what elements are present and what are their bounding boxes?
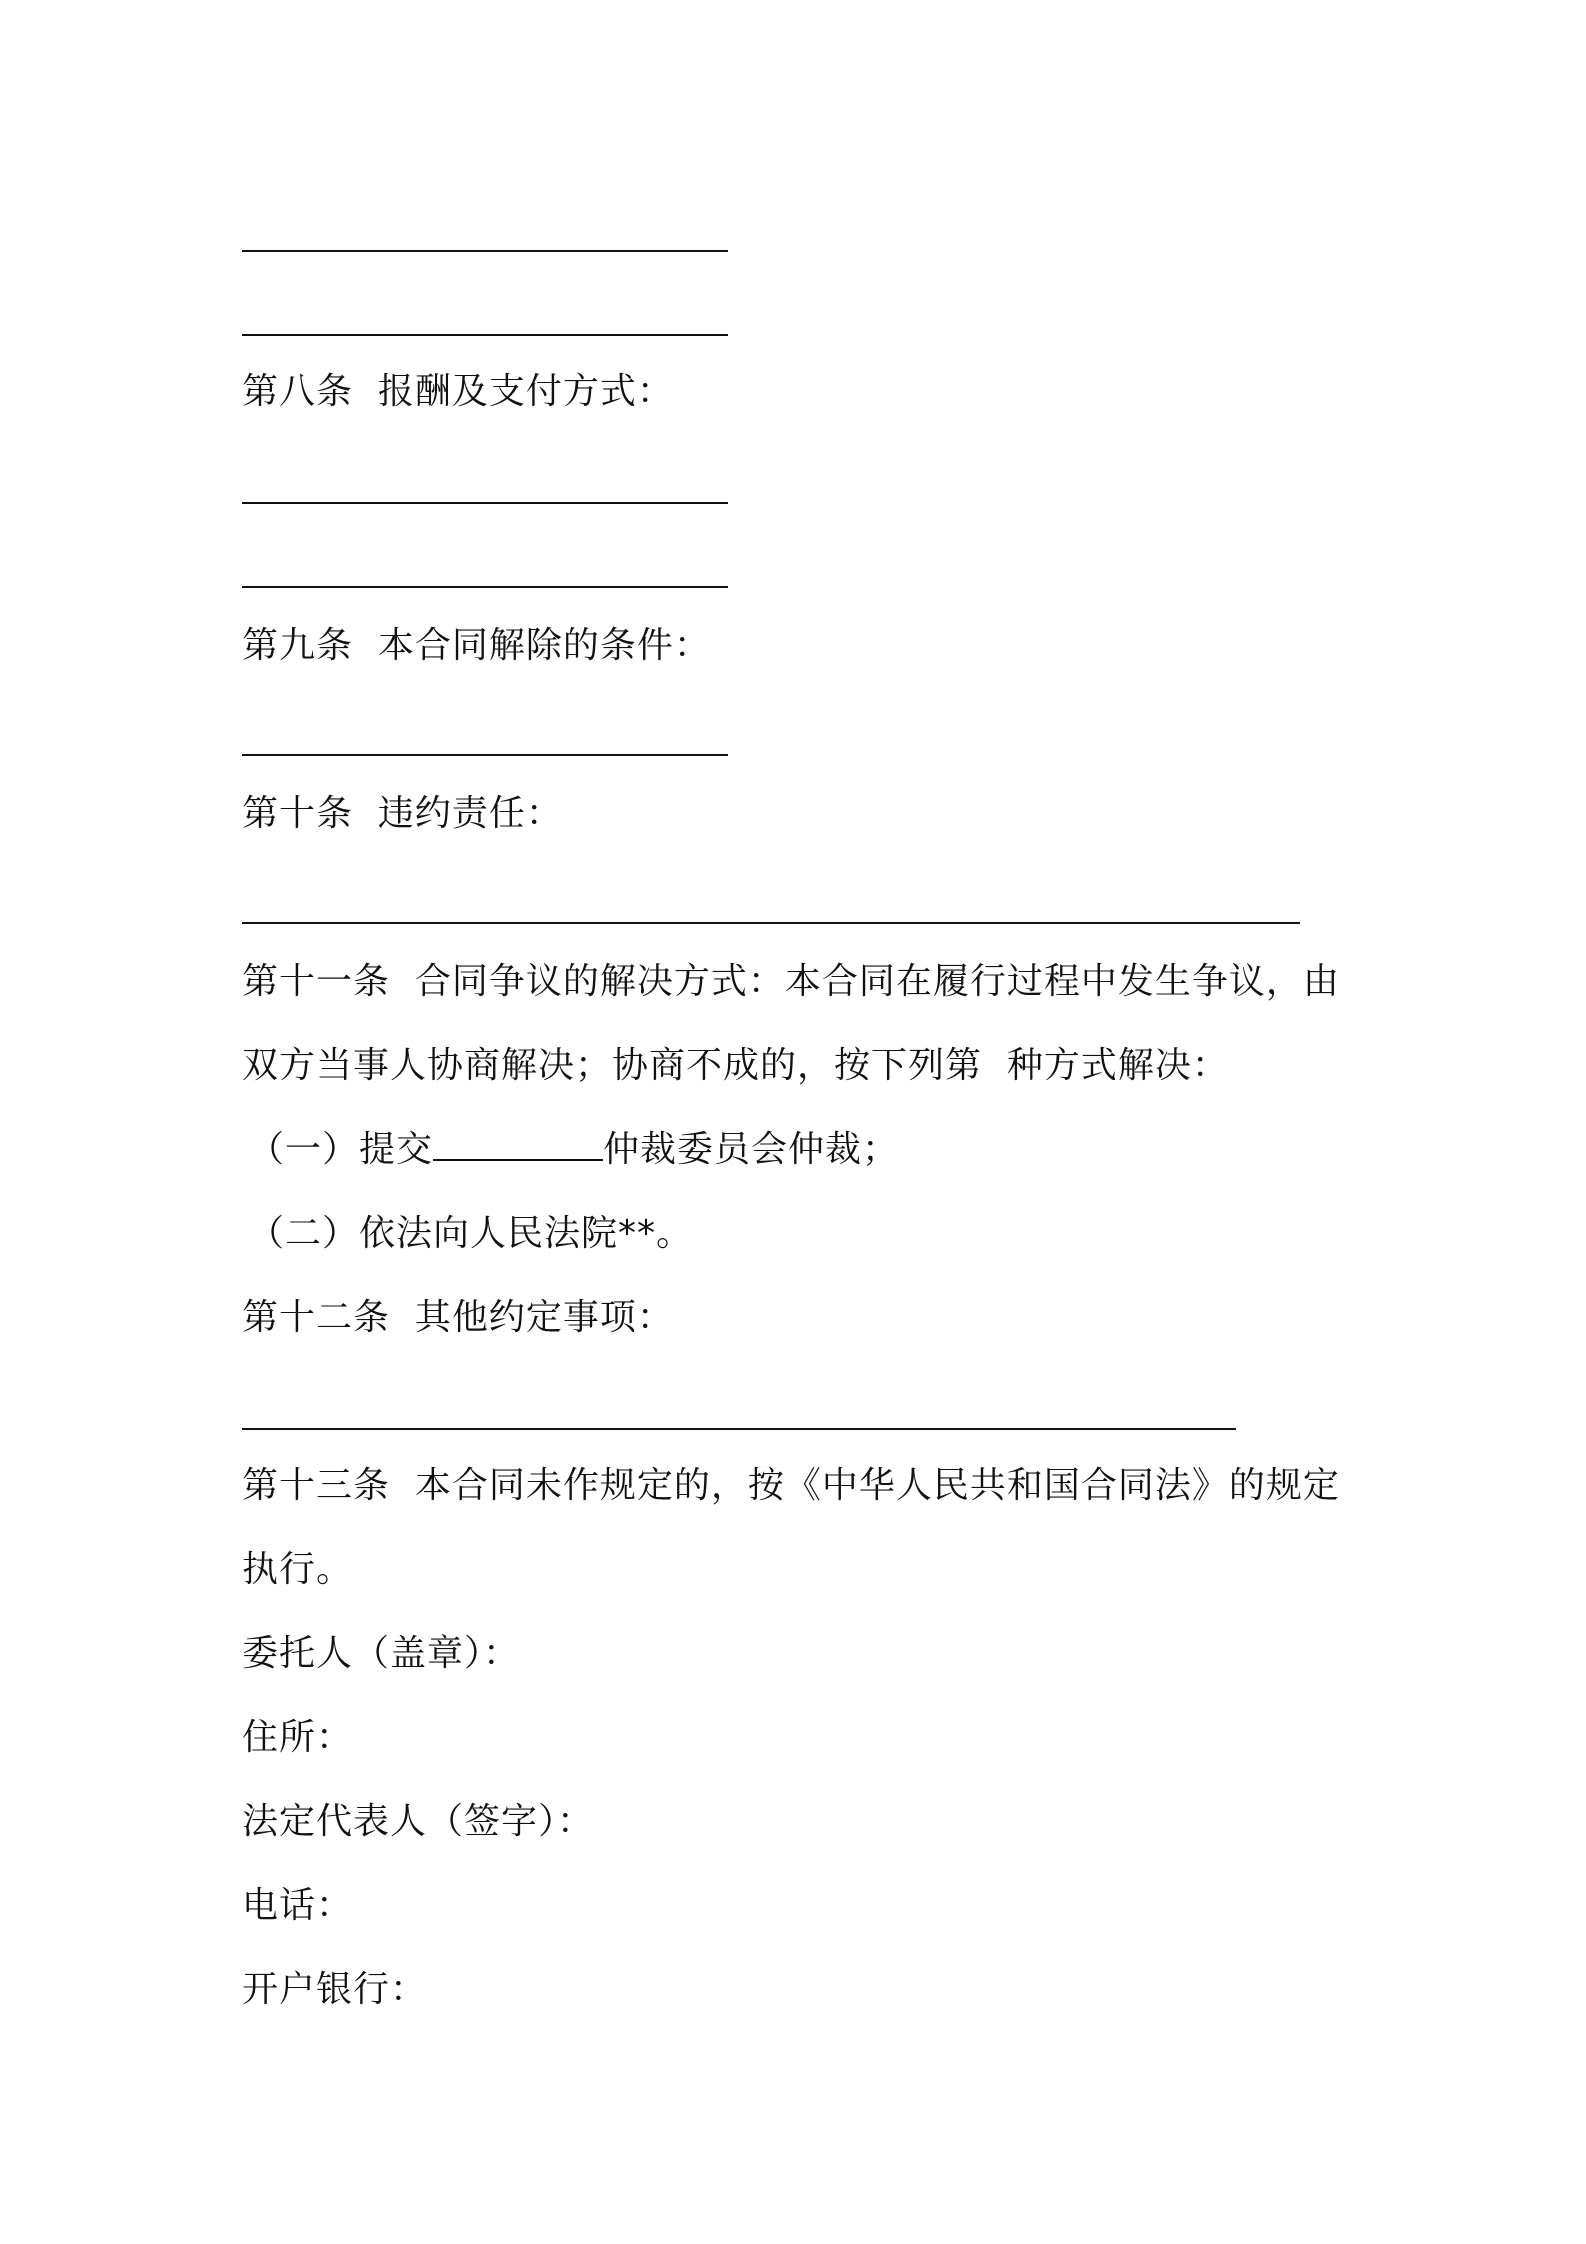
fill-in-blank-line xyxy=(242,922,1300,924)
article-number: 第十二条 xyxy=(242,1297,391,1338)
article-11-line-1 xyxy=(242,958,1340,1006)
article-number: 第十一条 xyxy=(242,961,391,1002)
address-label: 住所： xyxy=(242,1717,354,1758)
article-8-heading xyxy=(242,368,674,416)
article-label: 违约责任： xyxy=(377,793,563,834)
article-text: 本合同未作规定的，按《中华人民共和国合同法》的规定 xyxy=(414,1465,1340,1506)
article-11-line-2: 双方当事人协商解决；协商不成的，按下列第 种方式解决： xyxy=(242,1045,1229,1086)
option-prefix: （一）提交 xyxy=(248,1129,434,1170)
fill-in-blank-line xyxy=(242,1428,1236,1430)
article-number: 第十条 xyxy=(242,793,354,834)
bank-label: 开户银行： xyxy=(242,1969,428,2010)
article-label: 报酬及支付方式： xyxy=(377,371,674,412)
article-label: 本合同解除的条件： xyxy=(377,625,711,666)
principal-seal-label: 委托人（盖章）： xyxy=(242,1633,521,1674)
option-suffix: 仲裁委员会仲裁； xyxy=(603,1129,900,1170)
fill-in-blank-line xyxy=(242,502,728,504)
article-number: 第九条 xyxy=(242,625,354,666)
article-12-heading xyxy=(242,1294,674,1342)
arbitration-blank xyxy=(433,1129,603,1161)
article-number: 第十三条 xyxy=(242,1465,391,1506)
article-13-line-1 xyxy=(242,1462,1340,1510)
fill-in-blank-line xyxy=(242,754,728,756)
article-text: 合同争议的解决方式：本合同在履行过程中发生争议，由 xyxy=(414,961,1340,1002)
fill-in-blank-line xyxy=(242,250,728,252)
legal-representative-label: 法定代表人（签字）： xyxy=(242,1801,595,1842)
fill-in-blank-line xyxy=(242,334,728,336)
article-11-option-2: （二）依法向人民法院**。 xyxy=(248,1213,694,1254)
article-label: 其他约定事项： xyxy=(414,1297,674,1338)
article-10-heading xyxy=(242,790,563,838)
article-9-heading xyxy=(242,622,711,670)
fill-in-blank-line xyxy=(242,586,728,588)
article-11-option-1 xyxy=(248,1126,899,1174)
article-number: 第八条 xyxy=(242,371,354,412)
phone-label: 电话： xyxy=(242,1885,354,1926)
article-13-line-2: 执行。 xyxy=(242,1549,354,1590)
